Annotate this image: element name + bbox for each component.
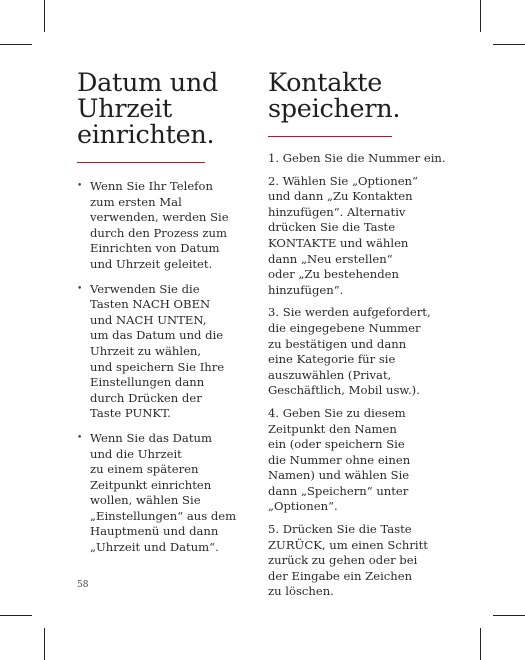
step-line: dann „Neu erstellen“ (268, 251, 393, 266)
step-item (268, 522, 448, 600)
crop-mark (0, 615, 32, 616)
datetime-bullet-list (77, 179, 242, 556)
step-line: drücken Sie die Taste (268, 220, 396, 235)
step-line: Zeitpunkt den Namen (268, 421, 397, 436)
title-divider (268, 136, 392, 137)
step-line: dann „Speichern“ unter (268, 483, 409, 498)
bullet-line: wollen, wählen Sie (90, 493, 201, 508)
crop-mark (44, 628, 45, 660)
step-line: „Optionen“. (268, 499, 338, 514)
step-line: oder „Zu bestehenden (268, 267, 400, 282)
bullet-item (77, 282, 242, 422)
bullet-line: Zeitpunkt einrichten (90, 477, 212, 492)
bullet-line: verwenden, werden Sie (90, 210, 229, 225)
bullet-line: zu einem späteren (90, 462, 199, 477)
step-line: und dann „Zu Kontakten (268, 189, 413, 204)
bullet-line: durch Drücken der (90, 390, 202, 405)
crop-mark (480, 628, 481, 660)
step-line: 1. Geben Sie die Nummer ein. (268, 151, 446, 165)
bullet-line: Uhrzeit zu wählen, (90, 343, 202, 358)
bullet-line: Taste PUNKT. (90, 406, 171, 421)
bullet-line: und die Uhrzeit (90, 446, 182, 461)
step-line: der Eingabe ein Zeichen (268, 568, 413, 583)
crop-mark (480, 0, 481, 32)
right-column (268, 70, 448, 607)
left-column (77, 70, 242, 565)
step-item (268, 174, 448, 299)
bullet-line: • Wenn Sie das Datum (90, 430, 212, 445)
crop-mark (0, 44, 32, 45)
bullet-line: • Verwenden Sie die (90, 281, 200, 296)
step-line: hinzufügen“. Alternativ (268, 204, 406, 219)
bullet-line: Einrichten von Datum (90, 241, 220, 256)
step-line: die Nummer ohne einen (268, 452, 411, 467)
step-line: eine Kategorie für sie (268, 352, 396, 367)
bullet-line: durch den Prozess zum (90, 225, 227, 240)
crop-mark (44, 0, 45, 32)
bullet-line: zum ersten Mal (90, 194, 182, 209)
step-line: 4. Geben Sie zu diesem (268, 405, 406, 420)
step-item (268, 305, 448, 399)
contacts-title (268, 70, 448, 122)
crop-mark (493, 44, 525, 45)
step-line: hinzufügen“. (268, 282, 344, 297)
bullet-line: und speichern Sie Ihre (90, 359, 225, 374)
bullet-item (77, 179, 242, 273)
bullet-line: Hauptmenü und dann (90, 524, 219, 539)
step-line: ZURÜCK, um einen Schritt (268, 537, 428, 552)
step-item (268, 406, 448, 515)
step-item (268, 151, 448, 167)
bullet-line: Tasten NACH OBEN (90, 297, 211, 312)
step-line: Geschäftlich, Mobil usw.). (268, 383, 420, 398)
step-line: Namen) und wählen Sie (268, 468, 410, 483)
step-line: ein (oder speichern Sie (268, 437, 405, 452)
title-line: Datum und (77, 68, 219, 98)
title-line: einrichten. (77, 120, 215, 150)
page-number: 58 (77, 580, 89, 590)
step-line: 2. Wählen Sie „Optionen“ (268, 173, 418, 188)
contacts-step-list (268, 151, 448, 600)
step-line: KONTAKTE und wählen (268, 235, 409, 250)
step-line: 3. Sie werden aufgefordert, (268, 305, 431, 320)
bullet-line: Einstellungen dann (90, 375, 205, 390)
step-line: zu bestätigen und dann (268, 336, 407, 351)
title-line: Kontakte (268, 68, 382, 98)
bullet-line: und NACH UNTEN, (90, 312, 207, 327)
step-line: 5. Drücken Sie die Taste (268, 522, 412, 537)
step-line: zu löschen. (268, 584, 334, 599)
title-line: Uhrzeit (77, 94, 172, 124)
crop-mark (493, 615, 525, 616)
bullet-line: • Wenn Sie Ihr Telefon (90, 179, 213, 193)
bullet-line: „Uhrzeit und Datum“. (90, 540, 219, 555)
bullet-item (77, 431, 242, 556)
bullet-line: und Uhrzeit geleitet. (90, 256, 213, 271)
step-line: die eingegebene Nummer (268, 320, 421, 335)
bullet-line: um das Datum und die (90, 328, 224, 343)
title-line: speichern. (268, 94, 401, 124)
step-line: zurück zu gehen oder bei (268, 553, 418, 568)
title-divider (77, 162, 205, 163)
step-line: auszuwählen (Privat, (268, 367, 392, 382)
bullet-line: „Einstellungen“ aus dem (90, 508, 237, 523)
datetime-title (77, 70, 242, 148)
